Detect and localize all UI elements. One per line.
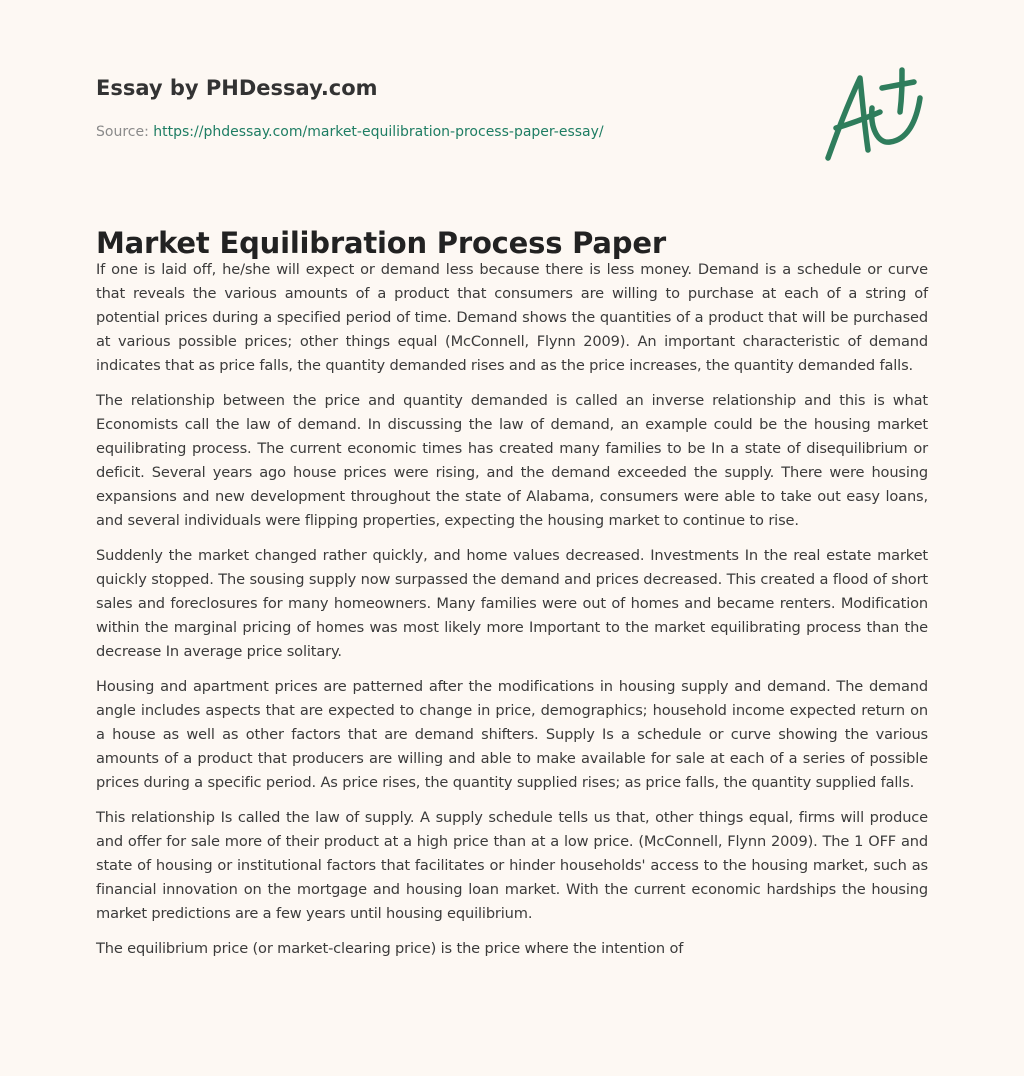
source-label: Source:	[96, 124, 154, 140]
essay-title: Market Equilibration Process Paper	[96, 226, 666, 260]
essay-paragraph: The equilibrium price (or market-clearing price) is the price where the intention of	[96, 940, 684, 957]
source-link[interactable]: https://phdessay.com/market-equilibration-process-paper-essay/	[153, 124, 604, 140]
essay-paragraph: The relationship between the price and quantity demanded is called an inverse relationship and this is what Economists call the law of demand. In discussing the law of demand, an example could be the housing market equilibrating process. The current economic times has created many families to be In a state of disequilibrium or deficit. Several years ago house prices were rising, and the demand exceeded the supply. There were housing expansions and new development throughout the state of Alabama, consumers were able to take out easy loans, and several individuals were flipping properties, expecting the housing market to continue to rise.	[96, 392, 928, 529]
essay-paragraph: This relationship Is called the law of supply. A supply schedule tells us that, other things equal, firms will produce and offer for sale more of their product at a high price than at a low price. (McConnell, Flynn 2009). The 1 OFF and state of housing or institutional factors that facilitates or hinder households' access to the housing market, such as financial innovation on the mortgage and housing loan market. With the current economic hardships the housing market predictions are a few years until housing equilibrium.	[96, 809, 928, 922]
essay-paragraph: Suddenly the market changed rather quickly, and home values decreased. Investments In the real estate market quickly stopped. The sousing supply now surpassed the demand and prices decreased. This created a flood of short sales and foreclosures for many homeowners. Many families were out of homes and became renters. Modification within the marginal pricing of homes was most likely more Important to the market equilibrating process than the decrease In average price solitary.	[96, 547, 928, 660]
a-plus-logo-icon	[822, 66, 932, 166]
site-title: Essay by PHDessay.com	[96, 76, 378, 100]
essay-body	[96, 258, 928, 972]
essay-paragraph: Housing and apartment prices are patterned after the modifications in housing supply and demand. The demand angle includes aspects that are expected to change in price, demographics; household income expected return on a house as well as other factors that are demand shifters. Supply Is a schedule or curve showing the various amounts of a product that producers are willing and able to make available for sale at each of a series of possible prices during a specific period. As price rises, the quantity supplied rises; as price falls, the quantity supplied falls.	[96, 678, 928, 791]
source-line	[96, 124, 604, 140]
essay-paragraph: If one is laid off, he/she will expect or demand less because there is less money. Demand is a schedule or curve that reveals the various amounts of a product that consumers are willing to purchase at each of a string of potential prices during a specified period of time. Demand shows the quantities of a product that will be purchased at various possible prices; other things equal (McConnell, Flynn 2009). An important characteristic of demand indicates that as price falls, the quantity demanded rises and as the price increases, the quantity demanded falls.	[96, 261, 928, 374]
